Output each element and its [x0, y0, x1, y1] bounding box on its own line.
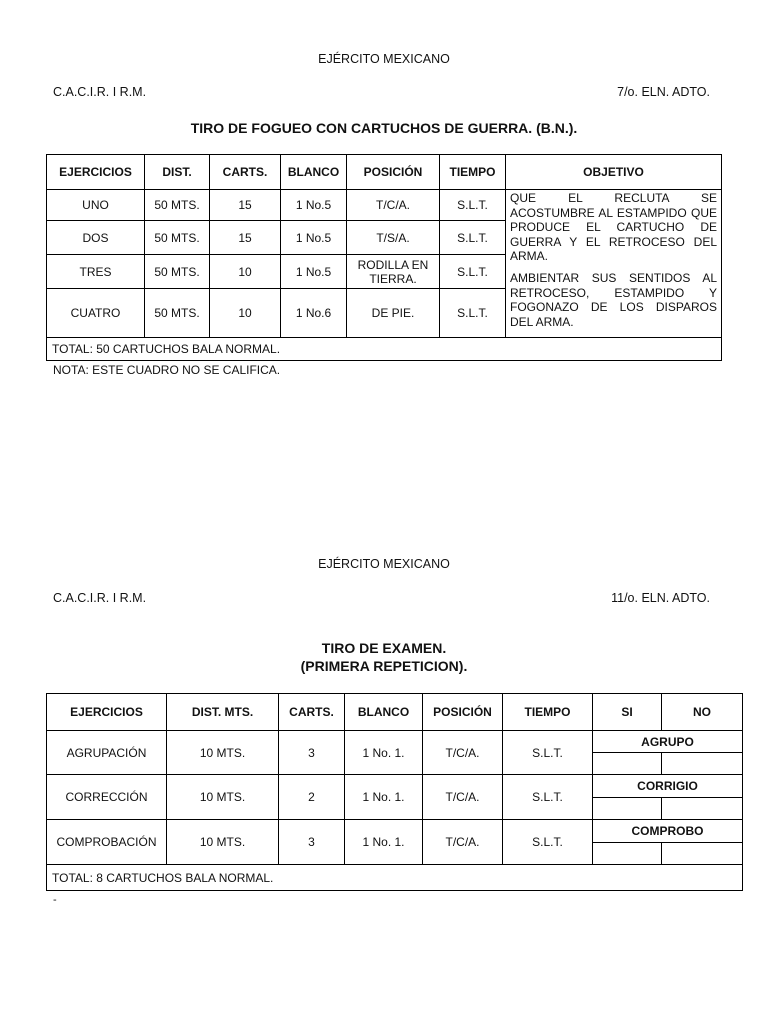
table-header-row: [47, 155, 722, 190]
table-cell: 50 MTS.: [145, 190, 210, 221]
table-row: [47, 775, 743, 798]
table-cell: S.L.T.: [440, 221, 506, 255]
table-cell: TRES: [47, 255, 145, 289]
table-cell: 15: [210, 190, 281, 221]
col-header: NO: [662, 694, 743, 731]
col-header: EJERCICIOS: [47, 694, 167, 731]
table-cell: S.L.T.: [503, 731, 593, 775]
si-checkbox-cell[interactable]: [593, 753, 662, 775]
col-header: SI: [593, 694, 662, 731]
table-cell: S.L.T.: [440, 190, 506, 221]
col-header: EJERCICIOS: [47, 155, 145, 190]
table-cell: S.L.T.: [440, 289, 506, 338]
unit-label-1: C.A.C.I.R. I R.M.: [53, 85, 147, 99]
table-title-2b: (PRIMERA REPETICION).: [300, 658, 468, 674]
table-title-1: TIRO DE FOGUEO CON CARTUCHOS DE GUERRA. (B.N.).: [190, 120, 578, 136]
table-cell: 10 MTS.: [167, 775, 279, 820]
table-cell: 1 No. 1.: [345, 731, 423, 775]
col-header: POSICIÓN: [423, 694, 503, 731]
table-cell: 50 MTS.: [145, 221, 210, 255]
table-cell: T/C/A.: [347, 190, 440, 221]
table-cell: 50 MTS.: [145, 289, 210, 338]
table-cell: S.L.T.: [503, 775, 593, 820]
total-row: [47, 865, 743, 891]
table-cell: 1 No.5: [281, 255, 347, 289]
table-header-row: [47, 694, 743, 731]
col-header: DIST.: [145, 155, 210, 190]
result-label: COMPROBO: [593, 820, 743, 843]
objective-paragraph-2: AMBIENTAR SUS SENTIDOS AL RETROCESO, ESTAMPIDO Y FOGONAZO DE LOS DISPAROS DEL ARMA.: [510, 270, 717, 329]
objective-paragraph-1: QUE EL RECLUTA SE ACOSTUMBRE AL ESTAMPIDO QUE PRODUCE EL CARTUCHO DE GUERRA Y EL RETROCESO DEL ARMA.: [510, 191, 717, 264]
no-checkbox-cell[interactable]: [662, 798, 743, 820]
table-cell: COMPROBACIÓN: [47, 820, 167, 865]
col-header: TIEMPO: [440, 155, 506, 190]
week-label-2: 11/o. ELN. ADTO.: [611, 591, 710, 605]
col-header: DIST. MTS.: [167, 694, 279, 731]
table-title-2a: TIRO DE EXAMEN.: [321, 640, 447, 656]
table-cell: 10: [210, 289, 281, 338]
total-cell: TOTAL: 50 CARTUCHOS BALA NORMAL.: [47, 338, 722, 361]
table-cell: DOS: [47, 221, 145, 255]
no-checkbox-cell[interactable]: [662, 843, 743, 865]
note-text: NOTA: ESTE CUADRO NO SE CALIFICA.: [53, 363, 281, 377]
table-cell: S.L.T.: [440, 255, 506, 289]
table-cell: T/C/A.: [423, 775, 503, 820]
col-header: BLANCO: [281, 155, 347, 190]
table-cell: 1 No. 1.: [345, 775, 423, 820]
table-cell: T/C/A.: [423, 820, 503, 865]
table-cell: UNO: [47, 190, 145, 221]
table-cell: AGRUPACIÓN: [47, 731, 167, 775]
table-cell: 15: [210, 221, 281, 255]
examen-table: [46, 693, 743, 891]
table-cell: 1 No.5: [281, 190, 347, 221]
result-label: AGRUPO: [593, 731, 743, 753]
total-row: [47, 338, 722, 361]
table-row: [47, 190, 722, 221]
table-cell: CORRECCIÓN: [47, 775, 167, 820]
org-heading-1: EJÉRCITO MEXICANO: [318, 52, 450, 66]
table-cell: CUATRO: [47, 289, 145, 338]
table-cell: 50 MTS.: [145, 255, 210, 289]
total-cell: TOTAL: 8 CARTUCHOS BALA NORMAL.: [47, 865, 743, 891]
table-cell: 1 No. 1.: [345, 820, 423, 865]
unit-label-2: C.A.C.I.R. I R.M.: [53, 591, 147, 605]
table-row: [47, 731, 743, 753]
col-header: OBJETIVO: [506, 155, 722, 190]
col-header: CARTS.: [210, 155, 281, 190]
week-label-1: 7/o. ELN. ADTO.: [617, 85, 710, 99]
table-cell: S.L.T.: [503, 820, 593, 865]
si-checkbox-cell[interactable]: [593, 843, 662, 865]
table-cell: DE PIE.: [347, 289, 440, 338]
table-cell: 1 No.6: [281, 289, 347, 338]
fogueo-table: [46, 154, 722, 361]
table-cell: 1 No.5: [281, 221, 347, 255]
col-header: CARTS.: [279, 694, 345, 731]
table-cell: 3: [279, 731, 345, 775]
objective-cell: [506, 190, 722, 338]
table-cell: 10: [210, 255, 281, 289]
table-cell: 10 MTS.: [167, 731, 279, 775]
org-heading-2: EJÉRCITO MEXICANO: [318, 557, 450, 571]
table-cell: T/S/A.: [347, 221, 440, 255]
table-cell: T/C/A.: [423, 731, 503, 775]
result-label: CORRIGIO: [593, 775, 743, 798]
table-cell: 10 MTS.: [167, 820, 279, 865]
table-cell: 3: [279, 820, 345, 865]
no-checkbox-cell[interactable]: [662, 753, 743, 775]
table-cell: 2: [279, 775, 345, 820]
si-checkbox-cell[interactable]: [593, 798, 662, 820]
col-header: TIEMPO: [503, 694, 593, 731]
table-cell: RODILLA EN TIERRA.: [347, 255, 440, 289]
dash-mark: -: [53, 894, 57, 906]
col-header: POSICIÓN: [347, 155, 440, 190]
table-row: [47, 820, 743, 843]
col-header: BLANCO: [345, 694, 423, 731]
